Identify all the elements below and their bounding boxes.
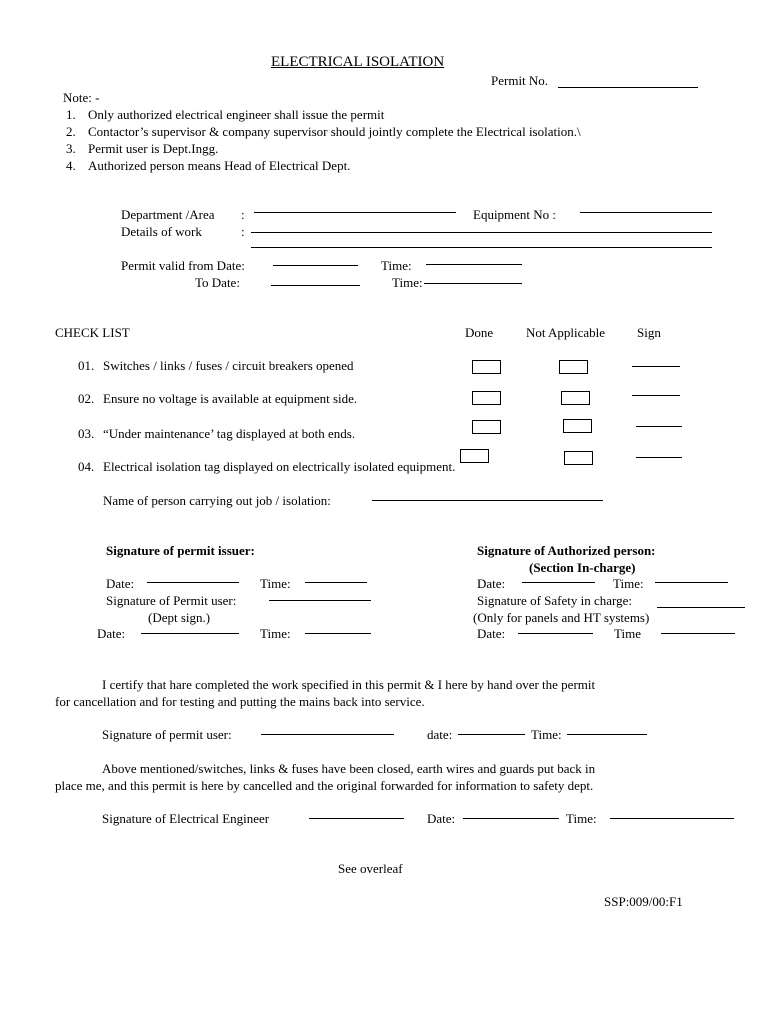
sign-field[interactable] [636, 457, 682, 458]
safety-time-field[interactable] [661, 633, 735, 634]
note-item-text: Permit user is Dept.Ingg. [88, 141, 219, 156]
page-title: ELECTRICAL ISOLATION [271, 54, 445, 70]
section-incharge-note: (Section In-charge) [529, 560, 636, 575]
engineer-time-field[interactable] [610, 818, 734, 819]
note-item-text: Contactor’s supervisor & company supervisor should jointly complete the Electrical isolation.\ [88, 124, 581, 139]
panels-ht-note: (Only for panels and HT systems) [473, 610, 650, 625]
dept-sign-note: (Dept sign.) [148, 610, 211, 625]
note-item-text: Authorized person means Head of Electrical Dept. [88, 158, 351, 173]
permit-user-signature-label: Signature of Permit user: [106, 593, 237, 608]
equipment-no-field[interactable] [580, 212, 712, 213]
closing-statement-line1: Above mentioned/switches, links & fuses have been closed, earth wires and guards put back in [102, 761, 596, 776]
column-not-applicable: Not Applicable [526, 325, 606, 340]
certify-user-signature-field[interactable] [261, 734, 394, 735]
certify-date-label: date: [427, 727, 453, 742]
valid-from-date-field[interactable] [273, 265, 358, 266]
certify-date-field[interactable] [458, 734, 525, 735]
safety-time-label: Time [614, 626, 641, 641]
details-colon: : [241, 224, 245, 239]
valid-from-time-field[interactable] [426, 264, 522, 265]
permit-no-line[interactable] [558, 87, 698, 88]
issuer-time-field[interactable] [305, 582, 367, 583]
valid-from-time-label: Time: [381, 258, 412, 273]
engineer-date-label: Date: [427, 811, 456, 826]
checklist-item-number: 01. [78, 358, 95, 373]
closing-statement-line2: place me, and this permit is here by cancelled and the original forwarded for information to safety dept. [55, 778, 594, 793]
certify-statement-line2: for cancellation and for testing and putting the mains back into service. [55, 694, 425, 709]
electrical-engineer-signature-field[interactable] [309, 818, 404, 819]
safety-date-label: Date: [477, 626, 506, 641]
authorized-person-signature-heading: Signature of Authorized person: [477, 543, 656, 558]
note-item-number: 2. [66, 124, 76, 139]
sign-field[interactable] [636, 426, 682, 427]
authorized-date-field[interactable] [522, 582, 595, 583]
not-applicable-checkbox[interactable] [559, 360, 588, 374]
checklist-item-number: 04. [78, 459, 95, 474]
details-of-work-field-line2[interactable] [251, 247, 712, 248]
department-area-field[interactable] [254, 212, 456, 213]
note-item-number: 3. [66, 141, 76, 156]
checklist-item-text: Electrical isolation tag displayed on electrically isolated equipment. [103, 459, 456, 474]
column-sign: Sign [637, 325, 661, 340]
issuer-date-field[interactable] [147, 582, 239, 583]
sign-field[interactable] [632, 366, 680, 367]
authorized-time-label: Time: [613, 576, 644, 591]
details-of-work-label: Details of work [121, 224, 202, 239]
not-applicable-checkbox[interactable] [563, 419, 592, 433]
safety-incharge-signature-field[interactable] [657, 607, 745, 608]
authorized-time-field[interactable] [655, 582, 728, 583]
certify-statement-line1: I certify that hare completed the work specified in this permit & I here by hand over the permit [102, 677, 596, 692]
person-carrying-out-job-field[interactable] [372, 500, 603, 501]
done-checkbox[interactable] [472, 391, 501, 405]
sign-field[interactable] [632, 395, 680, 396]
engineer-date-field[interactable] [463, 818, 559, 819]
done-checkbox[interactable] [460, 449, 489, 463]
not-applicable-checkbox[interactable] [561, 391, 590, 405]
equipment-no-label: Equipment No : [473, 207, 557, 222]
electrical-engineer-signature-label: Signature of Electrical Engineer [102, 811, 270, 826]
checklist-item-number: 03. [78, 426, 95, 441]
permit-valid-from-label: Permit valid from Date: [121, 258, 245, 273]
person-carrying-out-job-label: Name of person carrying out job / isolation: [103, 493, 331, 508]
department-colon: : [241, 207, 245, 222]
to-time-field[interactable] [424, 283, 522, 284]
department-area-label: Department /Area [121, 207, 215, 222]
user-time-field[interactable] [305, 633, 371, 634]
user-time-label: Time: [260, 626, 291, 641]
form-code: SSP:009/00:F1 [604, 894, 683, 909]
user-date-label: Date: [97, 626, 126, 641]
done-checkbox[interactable] [472, 420, 501, 434]
permit-no-label: Permit No. [491, 73, 549, 88]
to-date-field[interactable] [271, 285, 360, 286]
to-time-label: Time: [392, 275, 423, 290]
to-date-label: To Date: [195, 275, 240, 290]
permit-user-signature-field[interactable] [269, 600, 371, 601]
done-checkbox[interactable] [472, 360, 501, 374]
checklist-item-number: 02. [78, 391, 95, 406]
issuer-time-label: Time: [260, 576, 291, 591]
checklist-item-text: “Under maintenance’ tag displayed at both ends. [103, 426, 356, 441]
safety-date-field[interactable] [518, 633, 593, 634]
note-item-number: 1. [66, 107, 76, 122]
not-applicable-checkbox[interactable] [564, 451, 593, 465]
see-overleaf-note: See overleaf [338, 861, 403, 876]
certify-time-label: Time: [531, 727, 562, 742]
safety-incharge-signature-label: Signature of Safety in charge: [477, 593, 632, 608]
engineer-time-label: Time: [566, 811, 597, 826]
column-done: Done [465, 325, 494, 340]
checklist-item-text: Ensure no voltage is available at equipment side. [103, 391, 358, 406]
certify-user-signature-label: Signature of permit user: [102, 727, 232, 742]
certify-time-field[interactable] [567, 734, 647, 735]
notes-heading: Note: - [63, 90, 100, 105]
issuer-date-label: Date: [106, 576, 135, 591]
note-item-number: 4. [66, 158, 76, 173]
user-date-field[interactable] [141, 633, 239, 634]
permit-issuer-signature-heading: Signature of permit issuer: [106, 543, 255, 558]
checklist-heading: CHECK LIST [55, 325, 130, 340]
checklist-item-text: Switches / links / fuses / circuit breakers opened [103, 358, 354, 373]
note-item-text: Only authorized electrical engineer shall issue the permit [88, 107, 385, 122]
authorized-date-label: Date: [477, 576, 506, 591]
details-of-work-field[interactable] [251, 232, 712, 233]
